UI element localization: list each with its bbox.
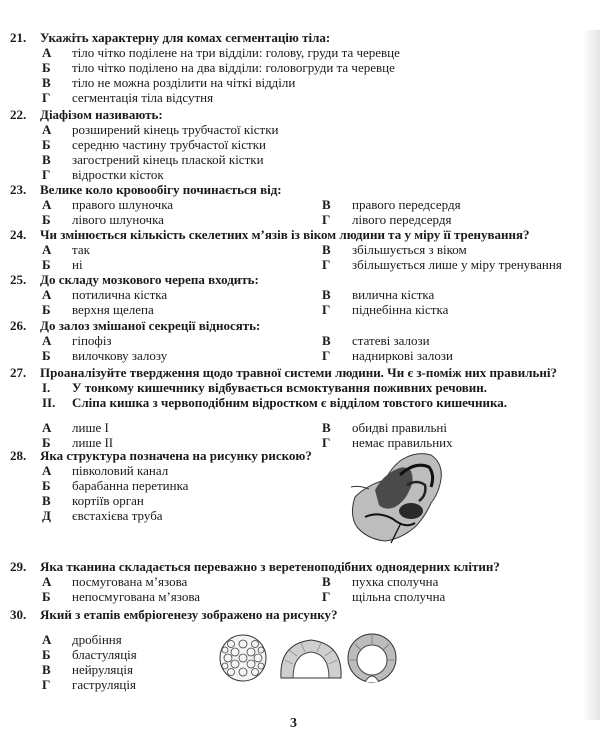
question-22 bbox=[10, 107, 570, 182]
question-29 bbox=[10, 559, 570, 604]
option-v[interactable]: В нейруляція bbox=[42, 662, 133, 677]
option-v[interactable]: В вилична кістка bbox=[322, 287, 435, 302]
option-v[interactable]: В кортіїв орган bbox=[42, 493, 144, 508]
question-25 bbox=[10, 272, 570, 317]
question-title: 25. До складу мозкового черепа входить: bbox=[10, 272, 259, 287]
question-title: 27. Проаналізуйте твердження щодо травної системи людини. Чи є з-поміж них правильні? bbox=[10, 365, 558, 380]
option-v[interactable]: В обидві правильні bbox=[322, 420, 447, 435]
option-g[interactable]: Г щільна сполучна bbox=[322, 589, 446, 604]
option-v[interactable]: В загострений кінець плаской кістки bbox=[42, 152, 264, 167]
option-d[interactable]: Д євстахієва труба bbox=[42, 508, 163, 523]
option-g[interactable]: Г немає правильних bbox=[322, 435, 453, 450]
option-b[interactable]: Б верхня щелепа bbox=[42, 302, 154, 317]
cell-cluster bbox=[220, 635, 266, 681]
gastrula-stage bbox=[348, 634, 396, 682]
option-g[interactable]: Г сегментація тіла відсутня bbox=[42, 90, 214, 105]
option-g[interactable]: Г відростки кісток bbox=[42, 167, 164, 182]
question-title: 24. Чи змінюється кількість скелетних м’язів із віком людини та у міру її тренування? bbox=[10, 227, 530, 242]
option-g[interactable]: Г піднебінна кістка bbox=[322, 302, 449, 317]
question-title: 29. Яка тканина складається переважно з веретеноподібних одноядерних клітин? bbox=[10, 559, 500, 574]
question-title: 28. Яка структура позначена на рисунку рискою? bbox=[10, 448, 312, 463]
option-g[interactable]: Г гаструляція bbox=[42, 677, 136, 692]
option-a[interactable]: А лише I bbox=[42, 420, 109, 435]
option-b[interactable]: Б барабанна перетинка bbox=[42, 478, 189, 493]
question-21 bbox=[10, 30, 570, 105]
option-b[interactable]: Б лівого шлуночка bbox=[42, 212, 164, 227]
option-a[interactable]: А потилична кістка bbox=[42, 287, 168, 302]
page-edge-shadow bbox=[582, 30, 600, 720]
page-number: 3 bbox=[290, 716, 297, 731]
statement-1: I. У тонкому кишечнику відбувається всмоктування поживних речовин. bbox=[42, 380, 487, 395]
option-b[interactable]: Б непосмугована м’язова bbox=[42, 589, 201, 604]
option-v[interactable]: В тіло не можна розділити на чіткі відділи bbox=[42, 75, 296, 90]
option-b[interactable]: Б лише II bbox=[42, 435, 114, 450]
option-g[interactable]: Г надниркові залози bbox=[322, 348, 454, 363]
option-a[interactable]: А півколовий канал bbox=[42, 463, 169, 478]
question-26 bbox=[10, 318, 570, 363]
question-title: 23. Велике коло кровообігу починається від: bbox=[10, 182, 282, 197]
ear-illustration bbox=[345, 445, 455, 550]
option-v[interactable]: В пухка сполучна bbox=[322, 574, 439, 589]
question-28 bbox=[10, 448, 570, 523]
option-b[interactable]: Б середню частину трубчастої кістки bbox=[42, 137, 266, 152]
question-title: 22. Діафізом називають: bbox=[10, 107, 163, 122]
question-title: 26. До залоз змішаної секреції відносять: bbox=[10, 318, 261, 333]
option-b[interactable]: Б ні bbox=[42, 257, 83, 272]
option-a[interactable]: А гіпофіз bbox=[42, 333, 112, 348]
option-v[interactable]: В правого передсердя bbox=[322, 197, 461, 212]
option-a[interactable]: А розширений кінець трубчастої кістки bbox=[42, 122, 279, 137]
option-a[interactable]: А тіло чітко поділене на три відділи: голову, груди та черевце bbox=[42, 45, 400, 60]
option-b[interactable]: Б бластуляція bbox=[42, 647, 137, 662]
option-a[interactable]: А посмугована м’язова bbox=[42, 574, 188, 589]
option-g[interactable]: Г збільшується лише у міру тренування bbox=[322, 257, 562, 272]
question-27 bbox=[10, 365, 570, 450]
option-a[interactable]: А так bbox=[42, 242, 90, 257]
embryogenesis-illustration bbox=[215, 630, 400, 685]
question-24 bbox=[10, 227, 570, 272]
option-a[interactable]: А правого шлуночка bbox=[42, 197, 174, 212]
option-a[interactable]: А дробіння bbox=[42, 632, 122, 647]
option-g[interactable]: Г лівого передсердя bbox=[322, 212, 452, 227]
question-title: 30. Який з етапів ембріогенезу зображено на рисунку? bbox=[10, 607, 338, 622]
question-title: 21. Укажіть характерну для комах сегментацію тіла: bbox=[10, 30, 331, 45]
option-b[interactable]: Б вилочкову залозу bbox=[42, 348, 168, 363]
invagination-stage bbox=[281, 640, 341, 678]
option-v[interactable]: В збільшується з віком bbox=[322, 242, 467, 257]
option-v[interactable]: В статеві залози bbox=[322, 333, 430, 348]
option-b[interactable]: Б тіло чітко поділено на два відділи: головогруди та черевце bbox=[42, 60, 395, 75]
statement-2: II. Сліпа кишка з червоподібним відростком є відділом товстого кишечника. bbox=[42, 395, 507, 410]
question-23 bbox=[10, 182, 570, 227]
